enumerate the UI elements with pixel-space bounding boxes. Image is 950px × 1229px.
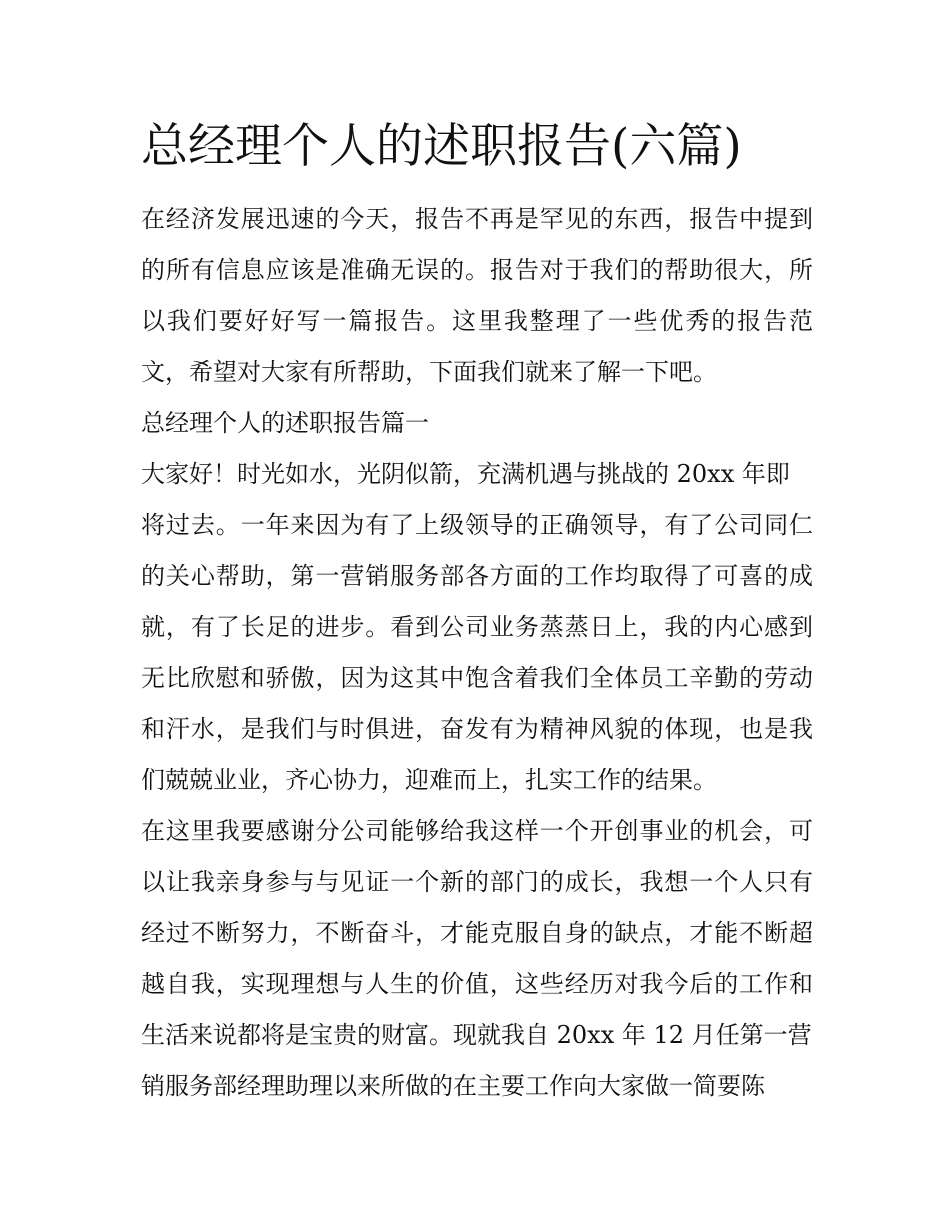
- body-line-3: 以我们要好好写一篇报告。这里我整理了一些优秀的报告范: [141, 307, 813, 335]
- body-line-7: 将过去。一年来因为有了上级领导的正确领导，有了公司同仁: [141, 511, 813, 539]
- body-line-11: 和汗水，是我们与时俱进，奋发有为精神风貌的体现，也是我: [141, 715, 813, 743]
- body-line-9: 就，有了长足的进步。看到公司业务蒸蒸日上，我的内心感到: [141, 613, 813, 641]
- body-line-2: 的所有信息应该是准确无误的。报告对于我们的帮助很大，所: [141, 256, 813, 284]
- body-line-8: 的关心帮助，第一营销服务部各方面的工作均取得了可喜的成: [141, 562, 813, 590]
- body-line-1: 在经济发展迅速的今天，报告不再是罕见的东西，报告中提到: [141, 205, 813, 233]
- body-line-6: 大家好！时光如水，光阴似箭，充满机遇与挑战的 20xx 年即: [141, 460, 790, 488]
- body-line-15: 经过不断努力，不断奋斗，才能克服自身的缺点，才能不断超: [141, 919, 813, 947]
- document-page: [141, 112, 813, 1112]
- document-title: 总经理个人的述职报告(六篇): [141, 119, 742, 174]
- body-line-17: 生活来说都将是宝贵的财富。现就我自 20xx 年 12 月任第一营: [141, 1021, 812, 1049]
- body-line-18: 销服务部经理助理以来所做的在主要工作向大家做一简要陈: [141, 1072, 765, 1100]
- body-line-4: 文，希望对大家有所帮助，下面我们就来了解一下吧。: [141, 358, 717, 386]
- section-heading: 总经理个人的述职报告篇一: [141, 409, 429, 437]
- body-line-12: 们兢兢业业，齐心协力，迎难而上，扎实工作的结果。: [141, 766, 717, 794]
- body-line-16: 越自我，实现理想与人生的价值，这些经历对我今后的工作和: [141, 970, 813, 998]
- body-line-10: 无比欣慰和骄傲，因为这其中饱含着我们全体员工辛勤的劳动: [141, 664, 813, 692]
- body-line-13: 在这里我要感谢分公司能够给我这样一个开创事业的机会，可: [141, 817, 813, 845]
- body-line-14: 以让我亲身参与与见证一个新的部门的成长，我想一个人只有: [141, 868, 813, 896]
